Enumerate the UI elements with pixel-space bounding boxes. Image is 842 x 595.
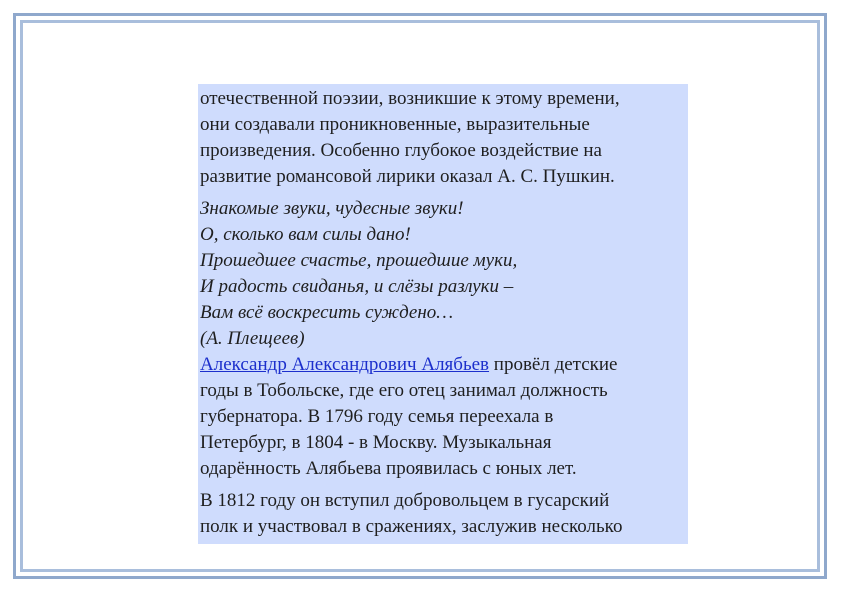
biography-line: одарённость Алябьева проявилась с юных лет. — [200, 458, 577, 479]
intro-line: отечественной поэзии, возникшие к этому времени, — [200, 88, 620, 109]
intro-line: они создавали проникновенные, выразительные — [200, 114, 590, 135]
military-line: В 1812 году он вступил добровольцем в гусарский — [200, 490, 610, 511]
intro-line: развитие романсовой лирики оказал А. С. Пушкин. — [200, 166, 615, 187]
poem-author: (А. Плещеев) — [200, 328, 305, 349]
poem-line: Знакомые звуки, чудесные звуки! — [200, 198, 464, 219]
biography-line: годы в Тобольске, где его отец занимал должность — [200, 380, 608, 401]
poem-line: Вам всё воскресить суждено… — [200, 302, 454, 323]
poem-line: И радость свиданья, и слёзы разлуки – — [200, 276, 514, 297]
alyabyev-link[interactable]: Александр Александрович Алябьев — [200, 354, 490, 375]
biography-first-line — [200, 352, 688, 378]
biography-paragraph — [200, 352, 688, 482]
military-line: полк и участвовал в сражениях, заслужив несколько — [200, 516, 623, 537]
slide-text-block — [198, 84, 688, 544]
military-paragraph — [200, 488, 688, 540]
intro-line: произведения. Особенно глубокое воздействие на — [200, 140, 602, 161]
intro-paragraph — [200, 86, 688, 190]
poem-line: Прошедшее счастье, прошедшие муки, — [200, 250, 518, 271]
biography-line: Петербург, в 1804 - в Москву. Музыкальная — [200, 432, 552, 453]
biography-first-line-rest: провёл детские — [489, 354, 618, 375]
poem-quote — [200, 196, 688, 352]
biography-line: губернатора. В 1796 году семья переехала в — [200, 406, 554, 427]
poem-line: О, сколько вам силы дано! — [200, 224, 411, 245]
